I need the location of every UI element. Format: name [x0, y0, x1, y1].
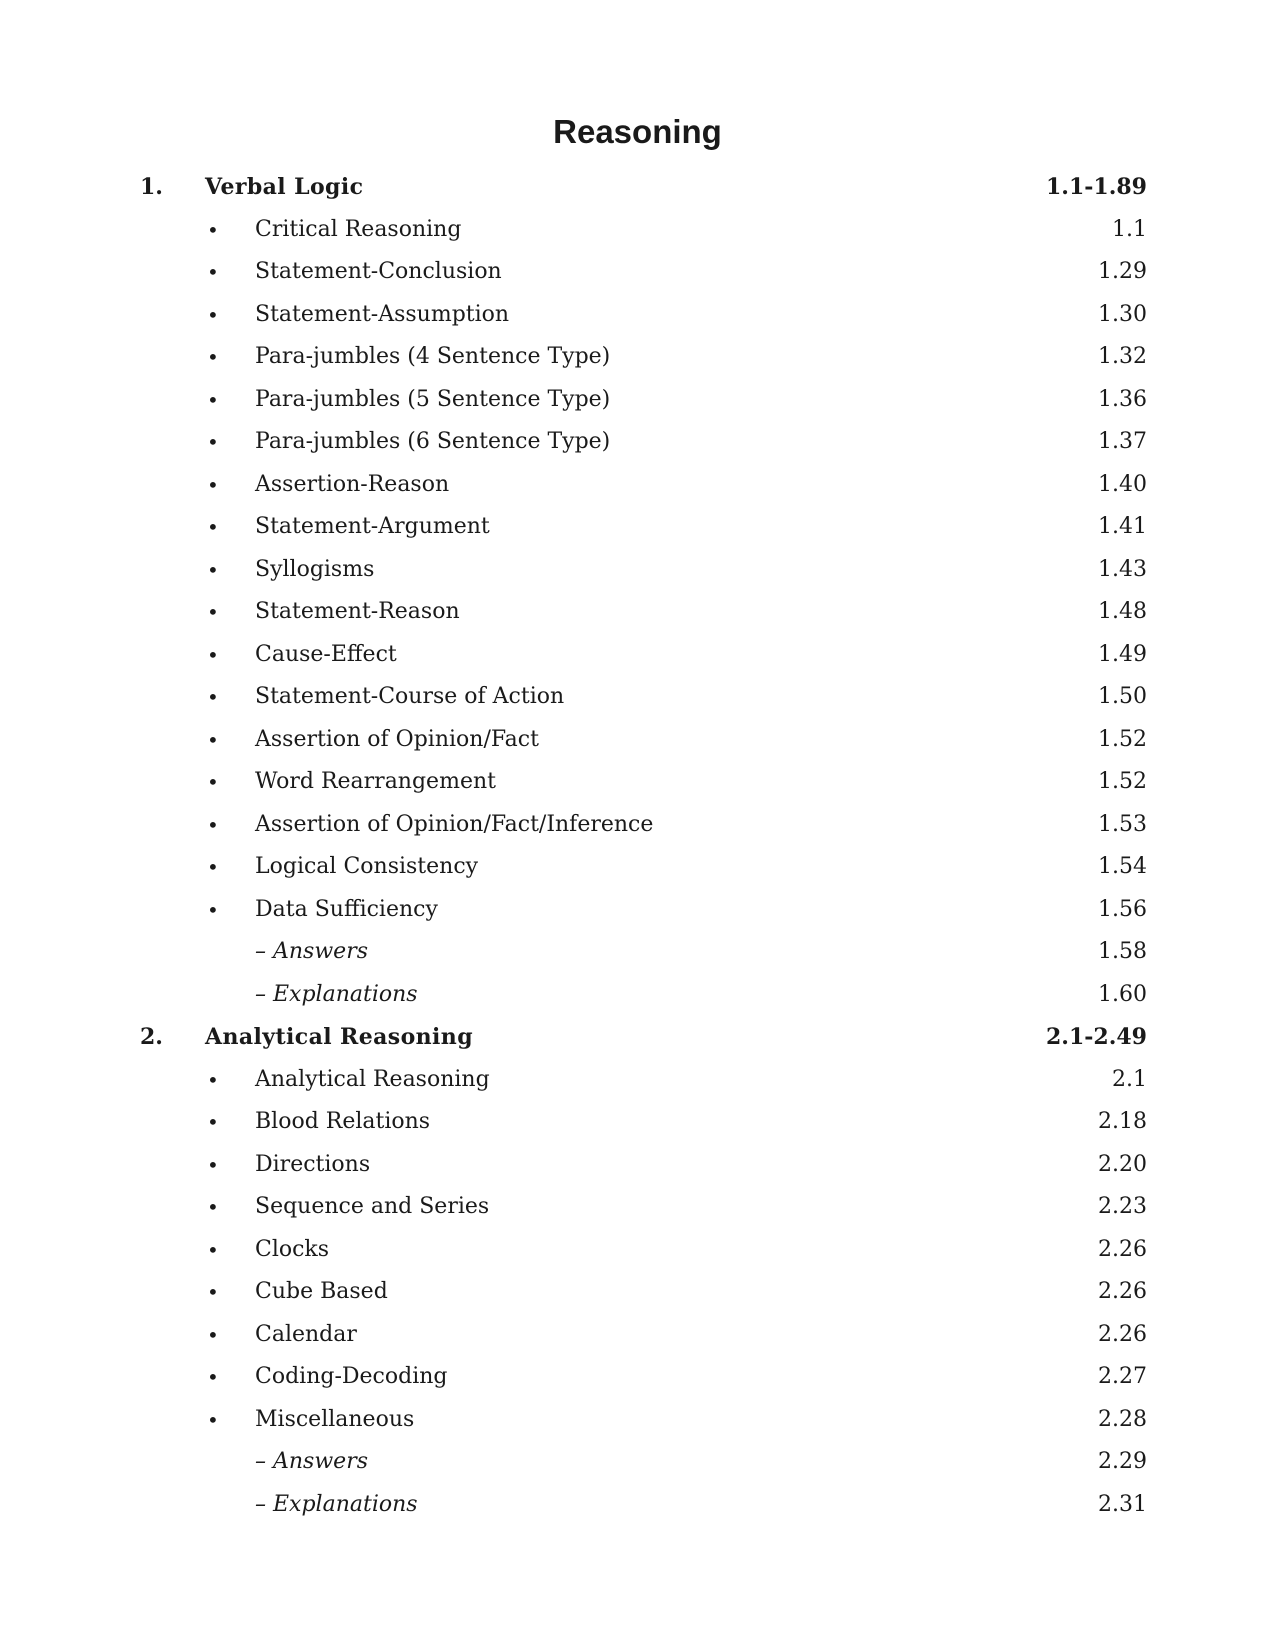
toc-entry-row: [0, 1101, 1275, 1144]
entry-page-number: 1.58: [1098, 939, 1147, 964]
bullet-icon: •: [207, 515, 219, 539]
section-title: Verbal Logic: [205, 174, 364, 200]
section-number: 1.: [140, 174, 163, 200]
entry-title: Directions: [255, 1151, 371, 1177]
toc-entry-row: [0, 846, 1275, 889]
entry-page-number: 1.52: [1098, 726, 1147, 752]
bullet-icon: •: [207, 600, 219, 624]
bullet-icon: •: [207, 1322, 219, 1347]
entry-title: Statement-Course of Action: [255, 684, 565, 709]
table-of-contents: [0, 166, 1275, 1526]
entry-title: Statement-Reason: [255, 599, 460, 624]
entry-title: Clocks: [255, 1236, 330, 1262]
entry-title: Assertion of Opinion/Fact/Inference: [255, 811, 654, 837]
toc-entry-row: [0, 889, 1275, 932]
bullet-icon: •: [207, 1280, 219, 1304]
entry-page-number: 2.26: [1098, 1321, 1147, 1347]
entry-page-number: 1.48: [1098, 599, 1147, 624]
entry-page-number: 1.32: [1098, 344, 1147, 369]
toc-entry-row: [0, 1356, 1275, 1399]
bullet-icon: •: [207, 217, 219, 242]
entry-title: Logical Consistency: [255, 854, 479, 879]
bullet-icon: •: [207, 1195, 219, 1219]
entry-page-number: 1.43: [1098, 556, 1147, 582]
bullet-icon: •: [207, 387, 219, 412]
entry-title: Blood Relations: [255, 1109, 431, 1134]
bullet-icon: •: [207, 260, 219, 284]
toc-entry-row: [0, 761, 1275, 804]
toc-subentry-row: [0, 931, 1275, 974]
page-title: Reasoning: [553, 113, 722, 150]
toc-entry-row: [0, 464, 1275, 507]
entry-page-number: 2.31: [1098, 1491, 1147, 1517]
entry-page-number: 2.29: [1098, 1449, 1147, 1474]
entry-title: Cube Based: [255, 1279, 388, 1304]
toc-entry-row: [0, 1059, 1275, 1102]
entry-title: Para-jumbles (5 Sentence Type): [255, 386, 611, 412]
bullet-icon: •: [207, 557, 219, 582]
entry-page-number: 2.1: [1112, 1066, 1147, 1092]
entry-page-number: 2.23: [1098, 1194, 1147, 1219]
toc-entry-row: [0, 379, 1275, 422]
toc-section-row: [0, 1016, 1275, 1059]
bullet-icon: •: [207, 1110, 219, 1134]
bullet-icon: •: [207, 1365, 219, 1389]
bullet-icon: •: [207, 812, 219, 837]
toc-entry-row: [0, 336, 1275, 379]
entry-title: Analytical Reasoning: [255, 1066, 490, 1092]
toc-section-row: [0, 166, 1275, 209]
bullet-icon: •: [207, 302, 219, 327]
entry-title: Data Sufficiency: [255, 896, 438, 922]
bullet-icon: •: [207, 472, 219, 497]
bullet-icon: •: [207, 345, 219, 369]
entry-page-number: 2.20: [1098, 1151, 1147, 1177]
section-title: Analytical Reasoning: [205, 1024, 473, 1050]
entry-title: Cause-Effect: [255, 641, 397, 667]
subentry-title: – Explanations: [255, 981, 418, 1007]
entry-page-number: 2.18: [1098, 1109, 1147, 1134]
bullet-icon: •: [207, 770, 219, 794]
bullet-icon: •: [207, 642, 219, 667]
toc-entry-row: [0, 1229, 1275, 1272]
entry-title: Statement-Assumption: [255, 301, 510, 327]
entry-title: Word Rearrangement: [255, 769, 496, 794]
entry-page-number: 1.52: [1098, 769, 1147, 794]
entry-title: Assertion-Reason: [255, 471, 450, 497]
entry-title: Calendar: [255, 1321, 357, 1347]
entry-title: Syllogisms: [255, 556, 375, 582]
entry-page-number: 1.37: [1098, 429, 1147, 454]
entry-page-number: 1.50: [1098, 684, 1147, 709]
toc-subentry-row: [0, 974, 1275, 1017]
entry-page-number: 1.41: [1098, 514, 1147, 539]
toc-entry-row: [0, 506, 1275, 549]
entry-title: Para-jumbles (6 Sentence Type): [255, 429, 611, 454]
subentry-title: – Answers: [255, 1449, 368, 1474]
toc-entry-row: [0, 209, 1275, 252]
entry-title: Critical Reasoning: [255, 216, 462, 242]
toc-entry-row: [0, 421, 1275, 464]
entry-title: Para-jumbles (4 Sentence Type): [255, 344, 611, 369]
entry-page-number: 1.30: [1098, 301, 1147, 327]
toc-entry-row: [0, 591, 1275, 634]
toc-entry-row: [0, 294, 1275, 337]
entry-title: Assertion of Opinion/Fact: [255, 726, 539, 752]
entry-title: Sequence and Series: [255, 1194, 490, 1219]
entry-page-number: 1.29: [1098, 259, 1147, 284]
toc-entry-row: [0, 804, 1275, 847]
subentry-title: – Answers: [255, 939, 368, 964]
entry-page-number: 1.49: [1098, 641, 1147, 667]
toc-entry-row: [0, 676, 1275, 719]
entry-title: Coding-Decoding: [255, 1364, 448, 1389]
entry-page-number: 1.53: [1098, 811, 1147, 837]
section-number: 2.: [140, 1024, 163, 1050]
subentry-title: – Explanations: [255, 1491, 418, 1517]
toc-entry-row: [0, 1271, 1275, 1314]
toc-entry-row: [0, 251, 1275, 294]
entry-page-number: 1.54: [1098, 854, 1147, 879]
bullet-icon: •: [207, 897, 219, 922]
bullet-icon: •: [207, 727, 219, 752]
bullet-icon: •: [207, 1407, 219, 1432]
entry-page-number: 2.26: [1098, 1236, 1147, 1262]
bullet-icon: •: [207, 1237, 219, 1262]
bullet-icon: •: [207, 430, 219, 454]
toc-entry-row: [0, 719, 1275, 762]
toc-entry-row: [0, 1144, 1275, 1187]
entry-page-number: 1.1: [1112, 216, 1147, 242]
entry-page-number: 2.26: [1098, 1279, 1147, 1304]
bullet-icon: •: [207, 1067, 219, 1092]
entry-page-number: 2.28: [1098, 1406, 1147, 1432]
section-page-range: 1.1-1.89: [1046, 174, 1147, 200]
toc-entry-row: [0, 634, 1275, 677]
toc-entry-row: [0, 549, 1275, 592]
entry-title: Statement-Conclusion: [255, 259, 502, 284]
bullet-icon: •: [207, 855, 219, 879]
bullet-icon: •: [207, 1152, 219, 1177]
toc-subentry-row: [0, 1441, 1275, 1484]
toc-entry-row: [0, 1399, 1275, 1442]
section-page-range: 2.1-2.49: [1046, 1024, 1147, 1050]
toc-subentry-row: [0, 1484, 1275, 1527]
toc-entry-row: [0, 1186, 1275, 1229]
entry-page-number: 1.36: [1098, 386, 1147, 412]
entry-page-number: 1.60: [1098, 981, 1147, 1007]
entry-title: Miscellaneous: [255, 1406, 415, 1432]
entry-page-number: 2.27: [1098, 1364, 1147, 1389]
toc-entry-row: [0, 1314, 1275, 1357]
entry-page-number: 1.40: [1098, 471, 1147, 497]
entry-title: Statement-Argument: [255, 514, 490, 539]
bullet-icon: •: [207, 685, 219, 709]
entry-page-number: 1.56: [1098, 896, 1147, 922]
